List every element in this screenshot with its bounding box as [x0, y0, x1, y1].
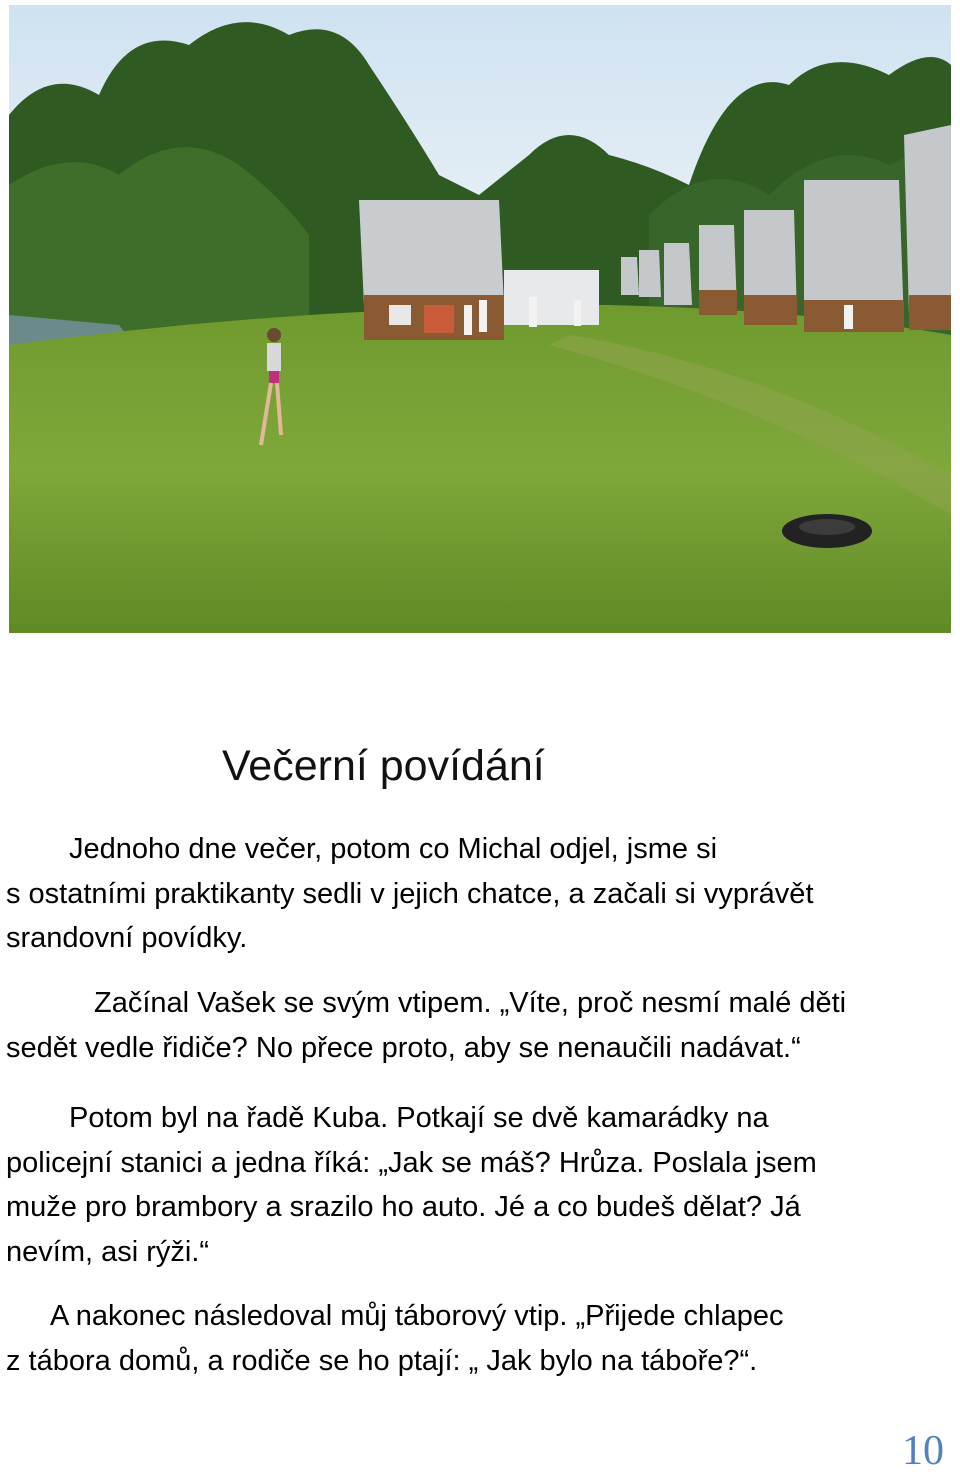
paragraph-line: z tábora domů, a rodiče se ho ptají: „ Jak bylo na táboře?“. — [6, 1344, 758, 1377]
paragraph-4 — [6, 1294, 936, 1383]
paragraph-line: policejní stanici a jedna říká: „Jak se máš? Hrůza. Poslala jsem — [6, 1146, 817, 1179]
paragraph-line: s ostatními praktikanty sedli v jejich chatce, a začali si vyprávět — [6, 877, 814, 910]
summer-camp-photo — [9, 5, 951, 633]
paragraph-line: muže pro brambory a srazilo ho auto. Jé a co budeš dělat? Já — [6, 1191, 801, 1224]
paragraph-1 — [6, 827, 936, 961]
paragraph-line: A nakonec následoval můj táborový vtip. „Přijede chlapec — [50, 1300, 784, 1332]
paragraph-2 — [6, 981, 936, 1070]
page-title: Večerní povídání — [222, 742, 545, 790]
paragraph-line: Potom byl na řadě Kuba. Potkají se dvě kamarádky na — [69, 1102, 769, 1134]
paragraph-line: Jednoho dne večer, potom co Michal odjel, jsme si — [69, 833, 718, 865]
paragraph-3 — [6, 1096, 936, 1274]
paragraph-line: srandovní povídky. — [6, 922, 248, 955]
paragraph-line: nevím, asi rýži.“ — [6, 1235, 210, 1268]
paragraph-line: sedět vedle řidiče? No přece proto, aby se nenaučili nadávat.“ — [6, 1031, 801, 1064]
page-number: 10 — [902, 1428, 944, 1474]
paragraph-line: Začínal Vašek se svým vtipem. „Víte, proč nesmí malé děti — [94, 987, 847, 1019]
